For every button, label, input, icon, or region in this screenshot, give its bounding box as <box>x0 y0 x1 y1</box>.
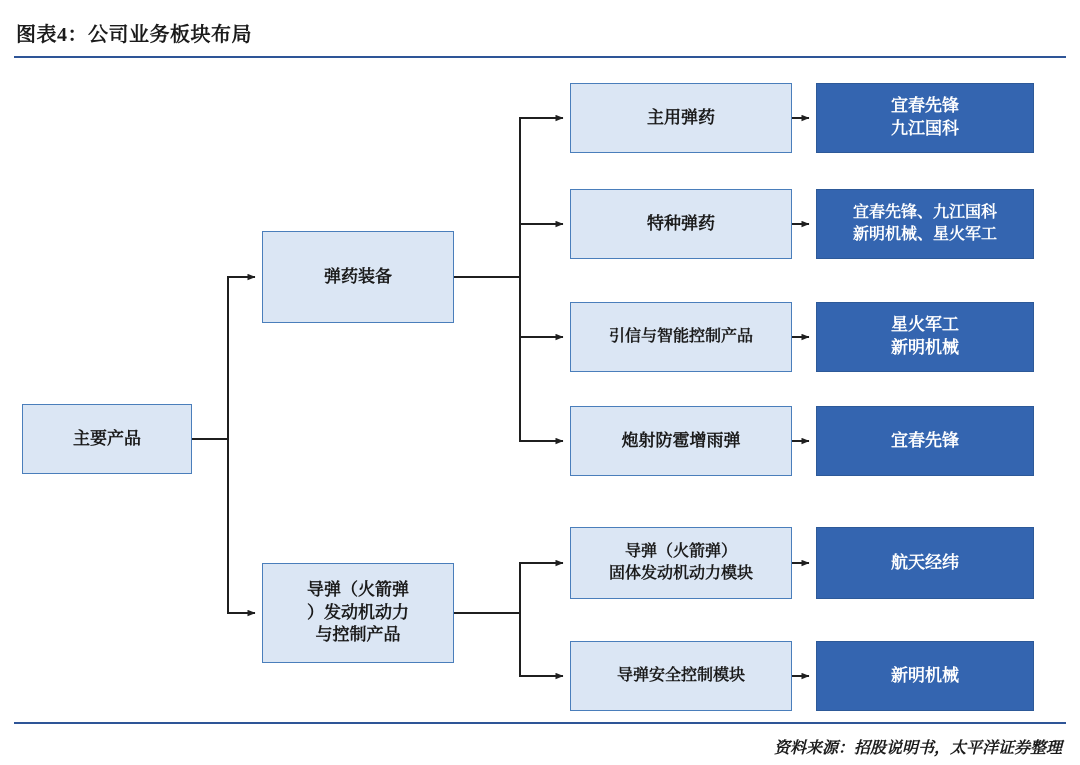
node-label-line-1: 导弹（火箭弹） <box>624 543 737 561</box>
node-missile-safety-control-module[interactable] <box>570 641 792 711</box>
node-subsidiaries-main-ammunition[interactable] <box>816 83 1034 153</box>
node-label-line-2: 九江国科 <box>891 119 959 138</box>
node-label: 弹药装备 <box>324 266 392 286</box>
node-subsidiaries-safety-control[interactable] <box>816 641 1034 711</box>
node-subsidiaries-fuze[interactable] <box>816 302 1034 372</box>
node-label: 特种弹药 <box>647 213 715 233</box>
node-subsidiaries-solid-engine[interactable] <box>816 527 1034 599</box>
node-label: 主要产品 <box>73 428 141 448</box>
source-note: 资料来源：招股说明书，太平洋证券整理 <box>773 740 1062 757</box>
page-title: 图表4：公司业务板块布局 <box>16 24 252 46</box>
node-subsidiaries-hail[interactable] <box>816 406 1034 476</box>
node-label-line-1: 宜春先锋 <box>891 96 959 116</box>
node-label: 引信与智能控制产品 <box>608 328 753 346</box>
node-label-line-1: 星火军工 <box>891 315 959 335</box>
node-solid-engine-module[interactable] <box>570 527 792 599</box>
node-subsidiaries-special-ammunition[interactable] <box>816 189 1034 259</box>
node-fuze-smart-control[interactable] <box>570 302 792 372</box>
node-main-ammunition[interactable] <box>570 83 792 153</box>
node-label: 主用弹药 <box>647 107 715 127</box>
node-missile-propulsion[interactable] <box>262 563 454 663</box>
node-label: 炮射防雹增雨弹 <box>621 430 741 450</box>
node-hail-suppression-shell[interactable] <box>570 406 792 476</box>
node-label: 航天经纬 <box>891 552 959 572</box>
node-label-line-1: 导弹（火箭弹 <box>307 579 409 599</box>
bottom-divider <box>14 722 1066 724</box>
node-special-ammunition[interactable] <box>570 189 792 259</box>
node-label-line-1: 宜春先锋、九江国科 <box>852 204 997 222</box>
node-label-line-2: 固体发动机动力模块 <box>608 565 753 582</box>
node-ammunition-equipment[interactable] <box>262 231 454 323</box>
top-divider <box>14 56 1066 58</box>
node-label-line-2: 新明机械 <box>891 338 959 357</box>
node-label-line-2: ）发动机动力 <box>307 602 409 622</box>
node-label-line-3: 与控制产品 <box>315 625 401 645</box>
node-label-line-2: 新明机械、星火军工 <box>852 226 997 243</box>
node-label: 导弹安全控制模块 <box>616 667 745 685</box>
node-label: 新明机械 <box>891 665 959 685</box>
node-label: 宜春先锋 <box>891 430 959 450</box>
node-root[interactable] <box>22 404 192 474</box>
